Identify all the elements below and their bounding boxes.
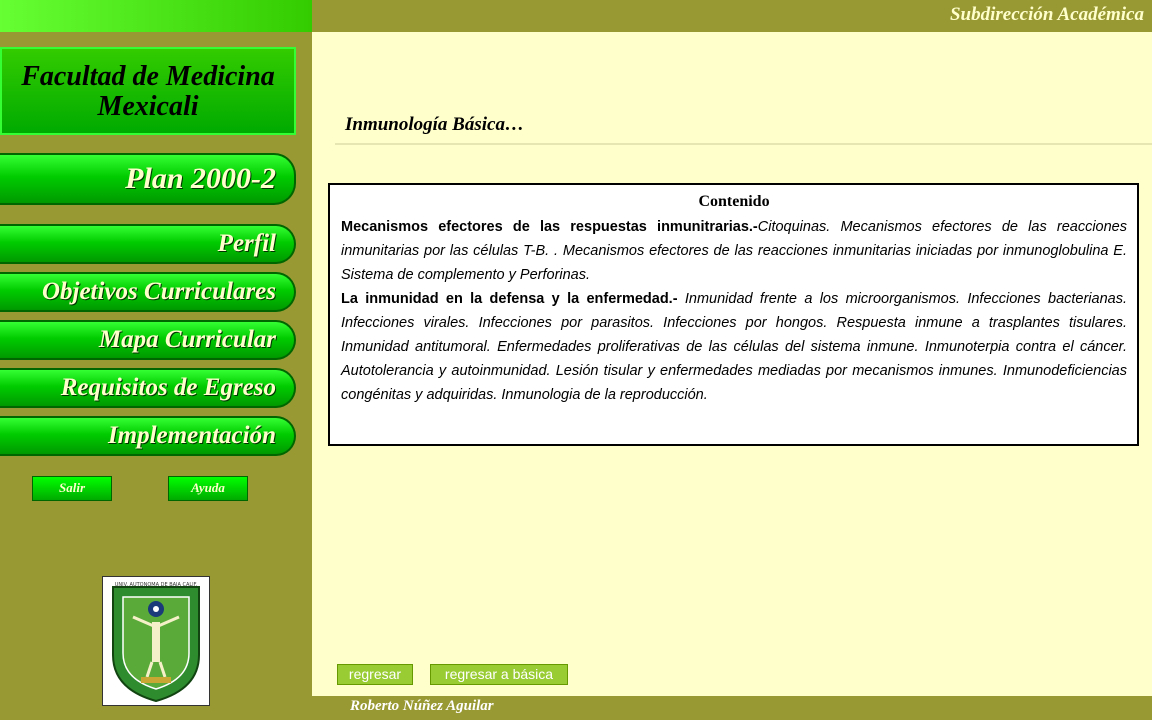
p2-bold: La inmunidad en la defensa y la enfermedad.- [341, 291, 678, 307]
nav-requisitos-label: Requisitos de Egreso [60, 374, 276, 401]
university-shield-logo [102, 576, 210, 706]
nav-plan[interactable] [0, 153, 296, 205]
nav-plan-label: Plan 2000-2 [125, 162, 276, 195]
content-paragraph-1 [341, 215, 1127, 287]
footer-author: Roberto Núñez Aguilar [350, 698, 494, 714]
content-paragraph-2 [341, 287, 1127, 407]
salir-button[interactable]: Salir [32, 476, 112, 501]
content-heading: Contenido [698, 193, 770, 210]
header-title: Subdirección Académica [949, 4, 1144, 25]
nav-perfil[interactable] [0, 224, 296, 264]
header-bar [312, 0, 1152, 32]
nav-implementacion-label: Implementación [107, 422, 276, 449]
nav-perfil-label: Perfil [217, 230, 276, 257]
facultad-line2: Mexicali [97, 91, 199, 122]
nav-mapa[interactable] [0, 320, 296, 360]
nav-implementacion[interactable] [0, 416, 296, 456]
p1-text: Citoquinas. Mecanismos efectores de las reacciones inmunitarias por las células T-B. . Mecanismos efectores de las reacciones inmunitarias iniciadas por inmunoglobulina E. Sistema de complemento y Perforinas. [341, 219, 1127, 283]
nav-requisitos[interactable] [0, 368, 296, 408]
content-box [328, 183, 1139, 446]
nav-objetivos-label: Objetivos Curriculares [41, 278, 276, 305]
p2-text: Inmunidad frente a los microorganismos. Infecciones bacterianas. Infecciones virales. Infecciones por parasitos. Infecciones por hongos. Respuesta inmune a trasplantes tisulares. Inmunidad antitumoral. Enfermedades proliferativas de las células del sistema inmune. Inmunoterpia contra el cáncer. Autotolerancia y autoinmunidad. Lesión tisular y enfermedades mediadas por mecanismos inmunes. Inmunodeficiencias congénitas y adquiridas. Inmunologia de la reproducción. [341, 291, 1127, 403]
regresar-button[interactable]: regresar [337, 664, 413, 685]
nav-objetivos[interactable] [0, 272, 296, 312]
top-green-strip [0, 0, 312, 32]
shield-icon [103, 577, 209, 705]
p1-bold: Mecanismos efectores de las respuestas inmunitrarias.- [341, 219, 758, 235]
regresar-basica-button[interactable]: regresar a básica [430, 664, 568, 685]
svg-text:UNIV. AUTONOMA DE BAJA CALIF.: UNIV. AUTONOMA DE BAJA CALIF. [114, 582, 198, 588]
ayuda-button[interactable]: Ayuda [168, 476, 248, 501]
footer-bar [312, 696, 1152, 720]
facultad-line1: Facultad de Medicina [21, 61, 275, 92]
page-title: Inmunología Básica… [345, 114, 524, 135]
nav-mapa-label: Mapa Curricular [98, 326, 276, 353]
title-divider [335, 143, 1152, 145]
facultad-banner [0, 47, 296, 135]
